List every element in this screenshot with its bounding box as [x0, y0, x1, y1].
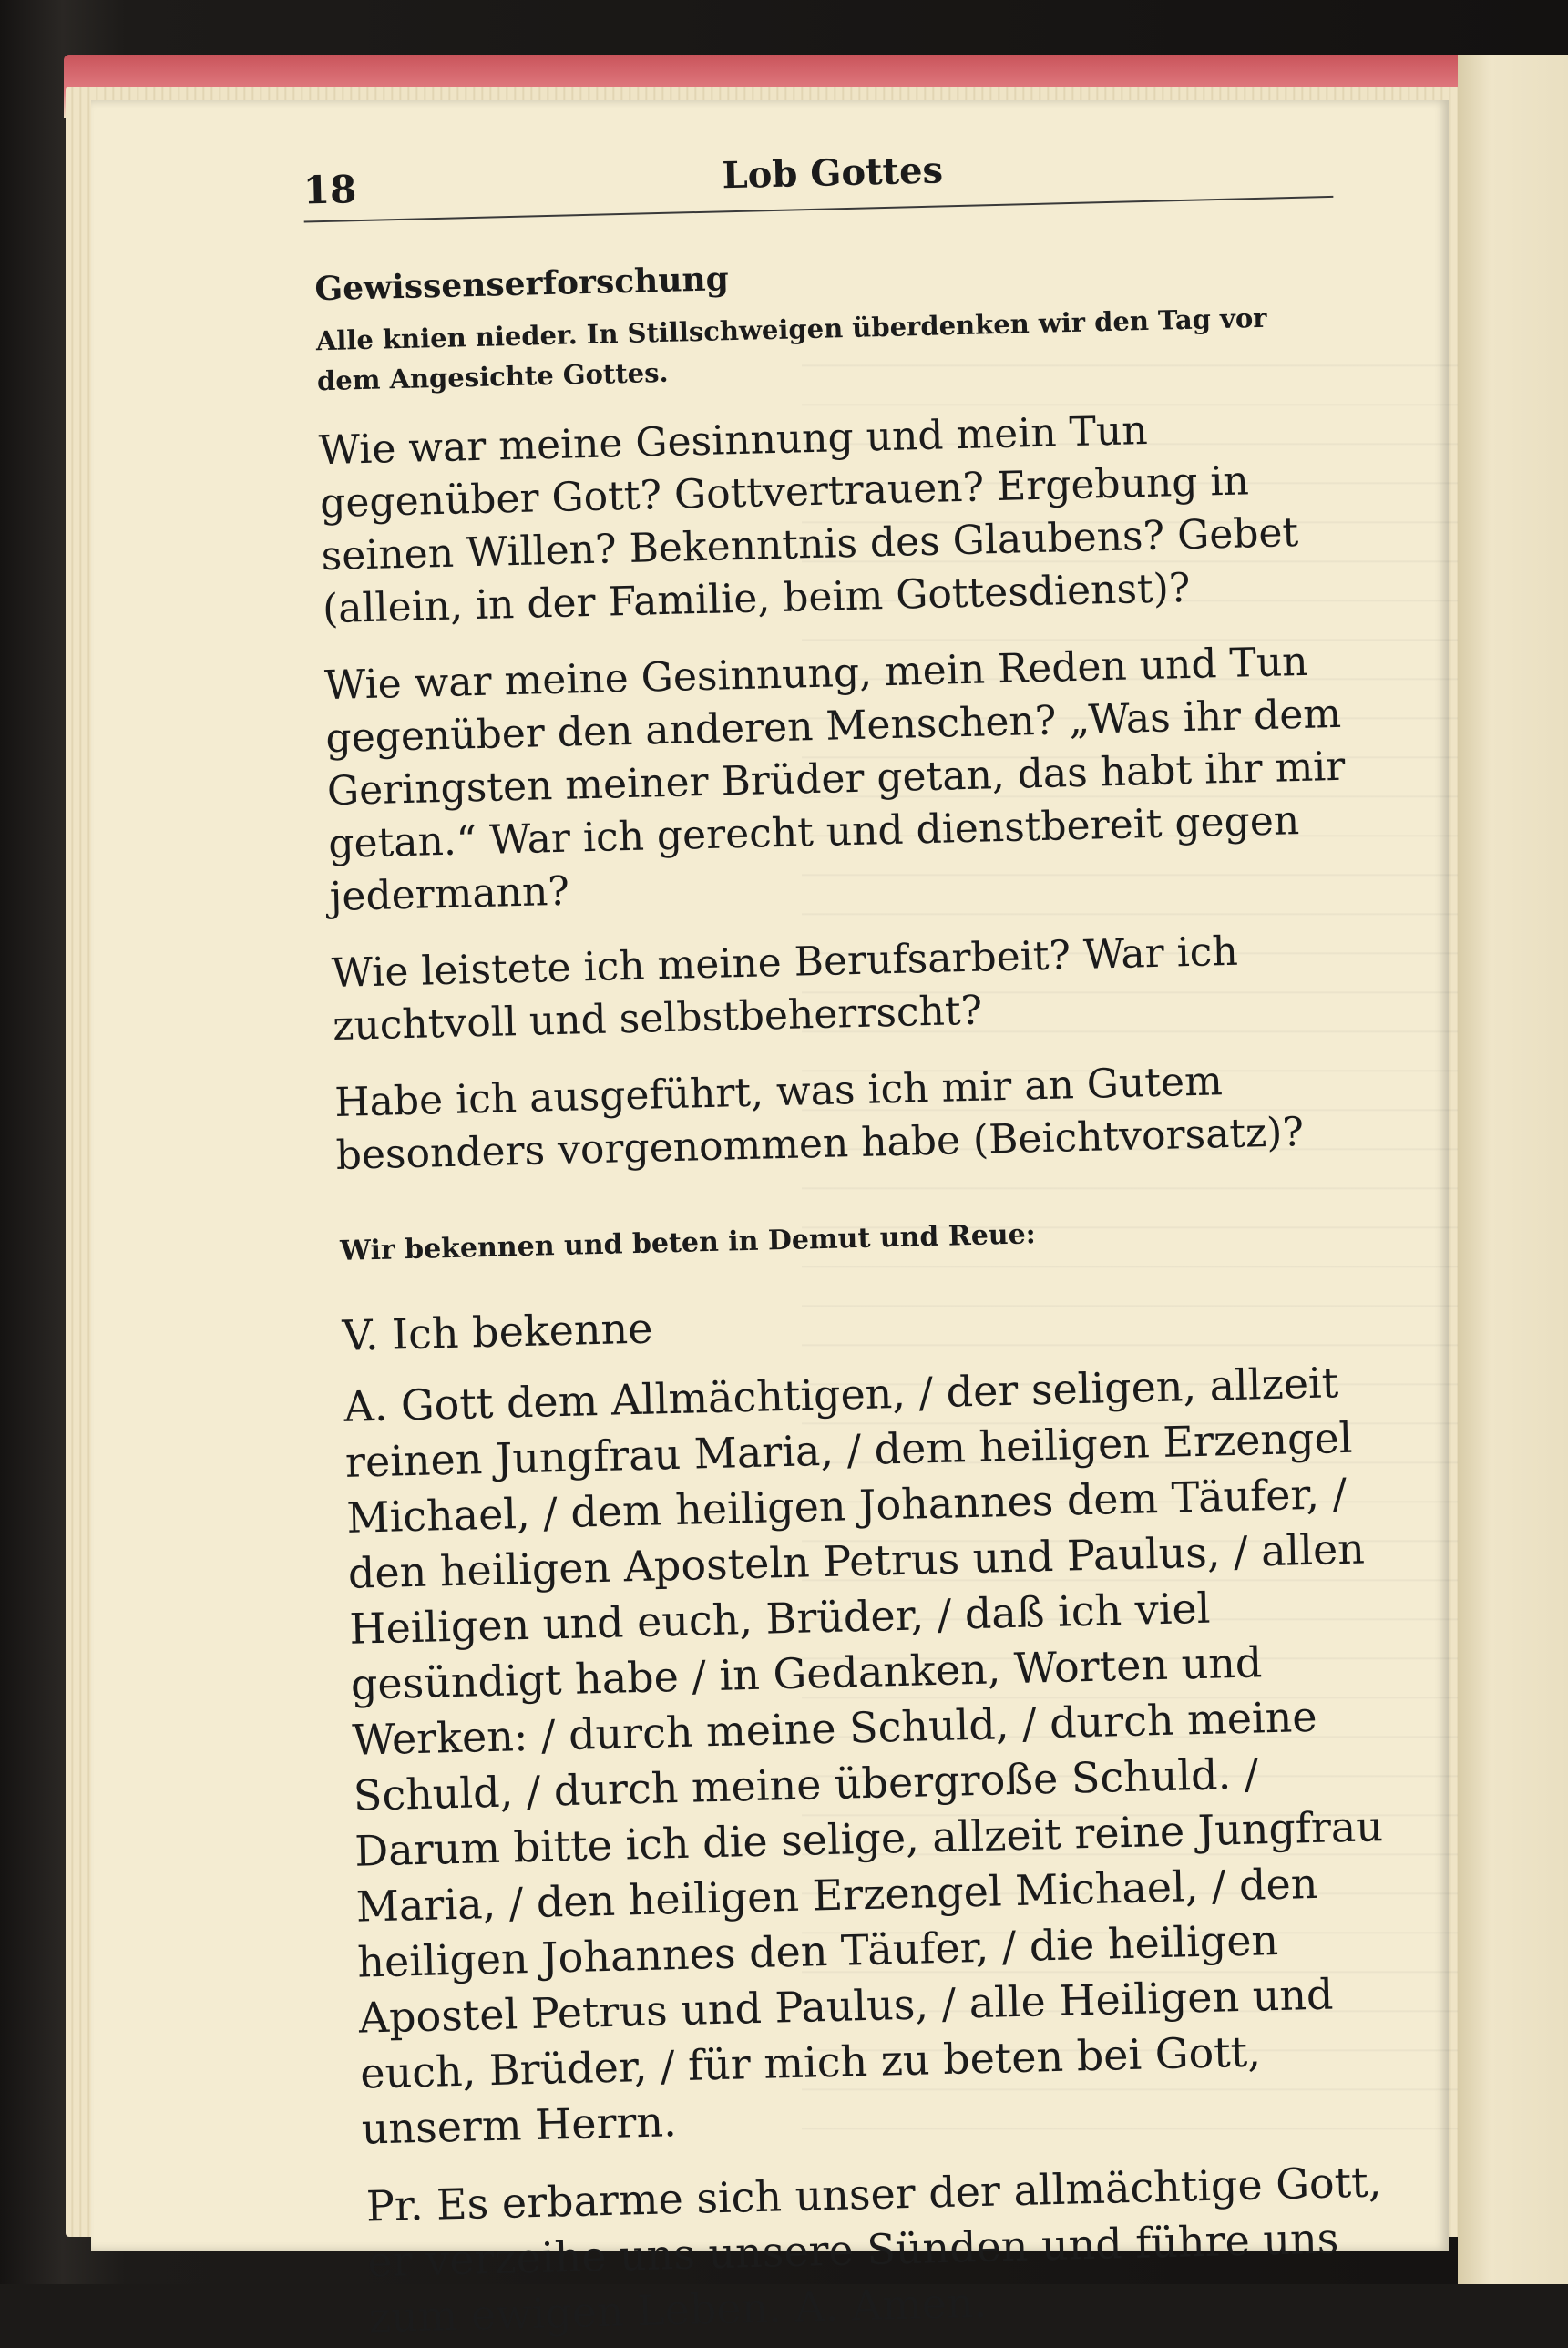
next-page-edge: [1458, 55, 1568, 2284]
question-4: Habe ich ausgeführt, was ich mir an Gutem besonders vorgenommen habe (Beichtvorsatz)?: [333, 1058, 1305, 1179]
question-3: Wie leistete ich meine Berufsarbeit? War ich zuchtvoll und selbstbeherrscht?: [331, 928, 1239, 1051]
section-heading: Gewissenserforschung: [313, 260, 730, 309]
rubric-intro: Alle knien nieder. In Stillschweigen überdenken wir den Tag vor dem Angesichte Gottes.: [315, 302, 1267, 397]
confiteor-response: A. Gott dem Allmächtigen, / der seligen, allzeit reinen Jungfrau Maria, / dem heiligen Erzengel Michael, / dem heiligen Johannes dem Täufer, / den heiligen Aposteln Petrus und Paulus, / allen Heiligen und euch, Brüder, / daß ich viel gesündigt habe / in Gedanken, Worten und Werken: / durch meine Schuld, / durch meine Schuld, / durch meine übergroße Schuld. / Darum bitte ich die selige, allzeit reine Jungfrau Maria, / den heiligen Erzengel Michael, / den heiligen Johannes den Täufer, / die heiligen Apostel Petrus und Paulus, / alle Heiligen und euch, Brüder, / für mich zu beten bei Gott, unserm Herrn.: [343, 1358, 1384, 2154]
running-head-title: Lob Gottes: [722, 149, 944, 198]
page-content: [211, 130, 1458, 2348]
question-2: Wie war meine Gesinnung, mein Reden und Tun gegenüber den anderen Menschen? „Was ihr dem Geringsten meiner Brüder getan, das habt ihr mir getan.“ War ich gerecht und dienstbereit gegen jedermann?: [323, 638, 1346, 921]
question-1: Wie war meine Gesinnung und mein Tun gegenüber Gott? Gottvertrauen? Ergebung in seinen Willen? Bekenntnis des Glaubens? Gebet (allein, in der Familie, beim Gottesdienst)?: [318, 406, 1299, 633]
rubric-confession: Wir bekennen und beten in Demut und Reue:: [339, 1218, 1037, 1267]
versicle: V. Ich bekenne: [341, 1303, 653, 1360]
page-number: 18: [302, 167, 357, 213]
absolution: Pr. Es erbarme sich unser der allmächtige Gott, er verzeihe uns unsere Sünden und führe uns zum ewigen Leben. A. Amen.: [365, 2157, 1382, 2343]
